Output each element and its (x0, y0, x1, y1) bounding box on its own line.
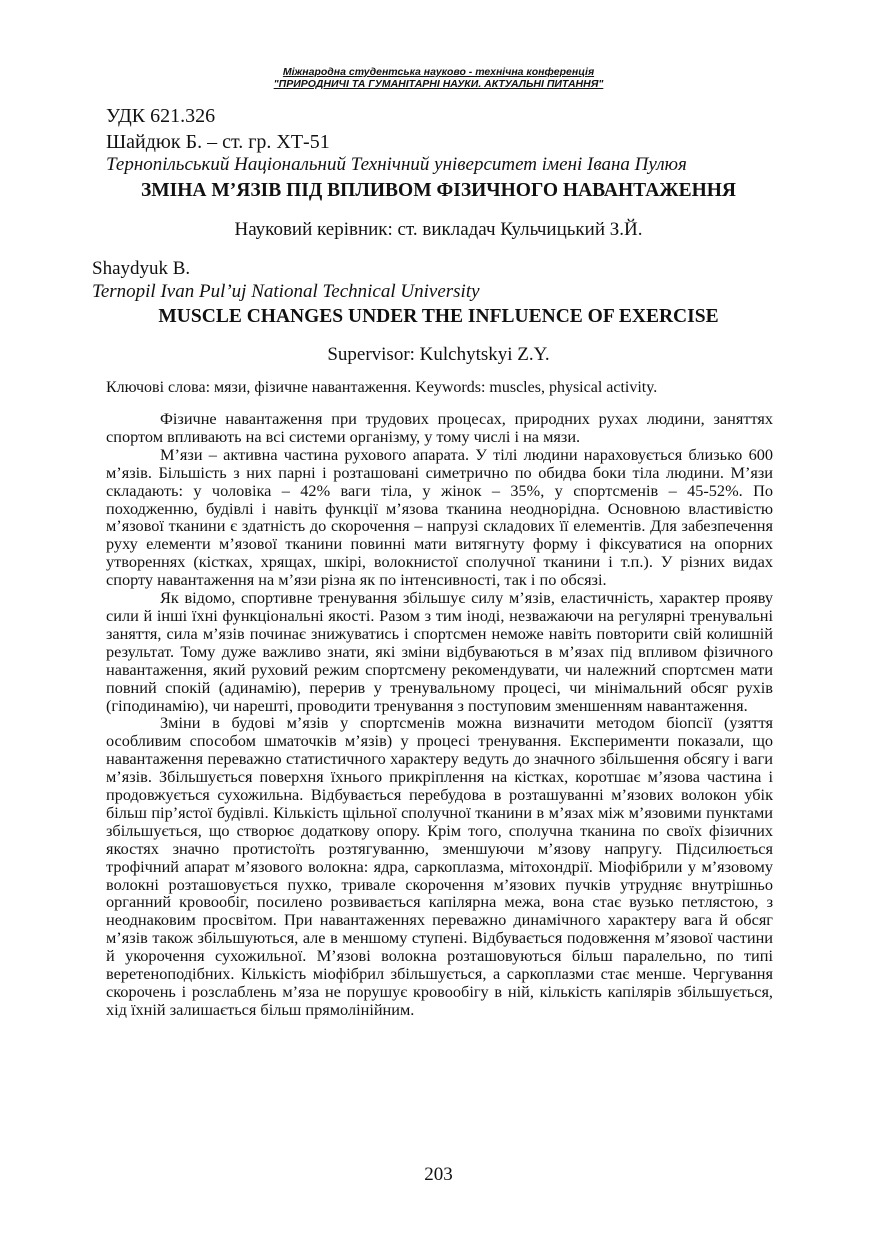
title-ua: ЗМІНА М’ЯЗІВ ПІД ВПЛИВОМ ФІЗИЧНОГО НАВАНТАЖЕННЯ (140, 180, 737, 201)
author-en: Shaydyuk B. (92, 258, 191, 279)
udk-code: УДК 621.326 (106, 105, 216, 127)
body-text (106, 410, 773, 1019)
supervisor-en: Supervisor: Kulchytskyi Z.Y. (327, 344, 550, 365)
paragraph: Як відомо, спортивне тренування збільшує силу м’язів, еластичність, характер прояву сили й інші їхні функціональні якості. Разом з тим іноді, незважаючи на регулярні тренувальні заняття, сила м’язів починає знижуватись і спортсмен неможе навіть повторити свій колишній результат. Тому дуже важливо знати, які зміни відбуваються в м’язах під впливом фізичного навантаження, який руховий режим спортсмену рекомендувати, чи належний спортсмен мати повний спокій (адинамію), перерив у тренувальному процесі, чи мінімальний обсяг рухів (гіподинамію), чи нарешті, проводити тренування з поступовим зменшенням навантаження. (106, 588, 773, 715)
author-ua: Шайдюк Б. – ст. гр. ХТ-51 (106, 131, 330, 153)
supervisor-ua: Науковий керівник: ст. викладач Кульчицький З.Й. (234, 219, 643, 240)
keywords: Ключові слова: мязи, фізичне навантаження. Keywords: muscles, physical activity. (106, 379, 658, 396)
paragraph: М’язи – активна частина рухового апарата. У тілі людини нараховується близько 600 м’язів. Більшість з них парні і розташовані симетрично по обидва боки тіла людини. М’язи складають: у чоловіка – 42% ваги тіла, у жінок – 35%, у спортсменів – 45-52%. По походженню, будівлі і навіть функції м’язова тканина неоднорідна. Основною властивістю м’язової тканини є здатність до скорочення – напрузі складових її елементів. Для забезпечення руху елементи м’язової тканини повинні мати витягнуту форму і фіксуватися на опорних утвореннях (кістках, хрящах, шкірі, волокнистої сполучної тканини і т.п.). У різних видах спорту навантаження на м’язи різна як по інтенсивності, так і по обсязі. (106, 444, 773, 590)
title-en: MUSCLE CHANGES UNDER THE INFLUENCE OF EXERCISE (158, 306, 719, 327)
university-en: Ternopil Ivan Pul’uj National Technical University (92, 281, 480, 302)
paragraph: Фізичне навантаження при трудових процесах, природних рухах людини, заняттях спортом впливають на всі системи організму, у тому числі і на мязи. (106, 409, 773, 446)
university-ua: Тернопільський Національний Технічний університет імені Івана Пулюя (106, 154, 687, 175)
conference-header-line1: Міжнародна студентська науково - технічна конференція (282, 66, 595, 78)
page-number: 203 (424, 1164, 453, 1185)
paragraph: Зміни в будові м’язів у спортсменів можна визначити методом біопсії (узяття особливим способом шматочків м’язів) у процесі тренування. Експерименти показали, що навантаження переважно статистичного характеру ведуть до значного збільшення обсягу і ваги м’язів. Збільшується поверхня їхнього прикріплення на кістках, коротшає м’язова частина і продовжується сухожильна. Відбувається перебудова в розташуванні м’язових волокон убік більш пір’ястої будівлі. Кількість щільної сполучної тканини в м’язах між м’язовими пунктами збільшується, що створює додаткову опору. Крім того, сполучна тканина по своїх фізичних якостях значно протистоїть розтягуванню, зменшуючи м’язову напругу. Підсилюється трофічний апарат м’язового волокна: ядра, саркоплазма, мітохондрії. Міофібрили у м’язовому волокні розташовується пухко, тривале скорочення м’язових пучків утрудняє внутрішньо органний кровообіг, посилено розвивається капілярна межа, вона стає вузько петлястою, з неоднаковим просвітом. При навантаженнях переважно динамічного характеру вага й обсяг м’язів також збільшуються, але в меншому ступені. Відбувається подовження м’язової частини й укорочення сухожильної. М’язові волокна розташовуються більш паралельно, по типі веретеноподібних. Кількість міофібрил збільшується, а саркоплазми стає менше. Чергування скорочень і розслаблень м’яза не порушує кровообігу в ній, кількість капілярів збільшується, хід їхній залишається більш прямолінійним. (106, 713, 773, 1019)
conference-header-line2: "ПРИРОДНИЧІ ТА ГУМАНІТАРНІ НАУКИ. АКТУАЛЬНІ ПИТАННЯ" (273, 78, 604, 90)
